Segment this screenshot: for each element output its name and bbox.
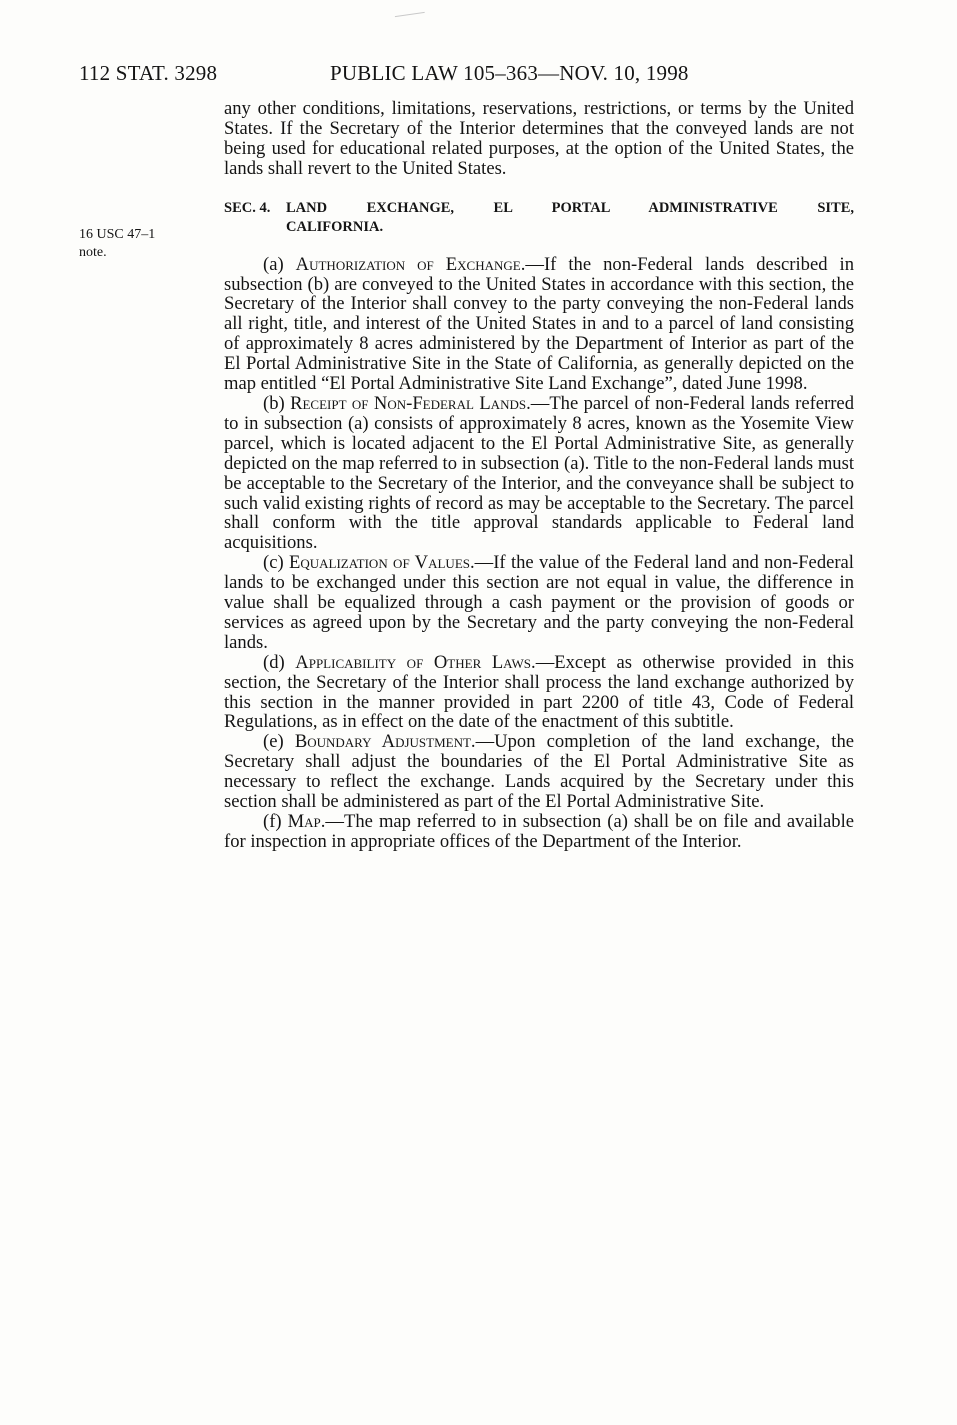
subsection-heading: Applicability of Other Laws. bbox=[295, 651, 536, 673]
subsection-heading: Authorization of Exchange. bbox=[295, 253, 526, 275]
subsection-text: —Upon completion of the land exchange, the Secretary shall adjust the boundaries of the El Portal Administrative Site as necessary to reflect the exchange. Lands acquired by the Secretary under this section shall be administered as part of the El Portal Administrative Site. bbox=[224, 731, 854, 813]
page-reference: 112 STAT. 3298 bbox=[79, 61, 218, 85]
section-number: SEC. 4. bbox=[224, 199, 271, 216]
subsection-f bbox=[224, 812, 854, 852]
section-title-line2: CALIFORNIA. bbox=[286, 218, 384, 235]
law-reference: PUBLIC LAW 105–363—NOV. 10, 1998 bbox=[330, 61, 689, 85]
scan-mark bbox=[395, 12, 425, 20]
subsection-text: —If the non-Federal lands described in subsection (b) are conveyed to the United States in accordance with this section, the Secretary of the Interior shall convey to the party conveying the non-Federal lands all right, title, and interest of the United States in and to a parcel of land consisting of approximately 8 acres administered by the Department of Interior as part of the El Portal Administrative Site in the State of California, as generally depicted on the map entitled “El Portal Administrative Site Land Exchange”, dated June 1998. bbox=[224, 253, 854, 395]
subsection-d bbox=[224, 653, 854, 733]
subsection-label: (b) bbox=[263, 392, 285, 414]
margin-note bbox=[79, 226, 155, 262]
subsection-b bbox=[224, 394, 854, 553]
subsection-text: —Except as otherwise provided in this section, the Secretary of the Interior shall process the land exchange authorized by this section in the manner provided in part 2200 of title 43, Code of Federal Regulations, as in effect on the date of the enactment of this subtitle. bbox=[224, 651, 854, 733]
subsection-label: (f) bbox=[263, 811, 282, 832]
body-text bbox=[224, 99, 854, 852]
subsection-text: —If the value of the Federal land and non-Federal lands to be exchanged under this section are not equal in value, the difference in value shall be equalized through a cash payment or the provision of goods or services as agreed upon by the Secretary and the party conveying the non-Federal lands. bbox=[224, 552, 854, 653]
subsection-heading: Receipt of Non-Federal Lands. bbox=[290, 392, 531, 414]
margin-note-suffix: note. bbox=[79, 245, 107, 260]
subsection-c bbox=[224, 553, 854, 653]
subsection-label: (a) bbox=[263, 253, 284, 275]
subsection-label: (e) bbox=[263, 731, 284, 753]
margin-note-citation: 16 USC 47–1 bbox=[79, 227, 156, 242]
subsection-text: —The map referred to in subsection (a) shall be on file and available for inspection in appropriate offices of the Department of the Interior. bbox=[224, 811, 854, 852]
section-heading bbox=[224, 199, 854, 237]
intro-paragraph: any other conditions, limitations, reservations, restrictions, or terms by the United States. If the Secretary of the Interior determines that the conveyed lands are not being used for educational related purposes, at the option of the United States, the lands shall revert to the United States. bbox=[224, 98, 854, 179]
subsection-a bbox=[224, 255, 854, 394]
subsection-heading: Map. bbox=[287, 811, 326, 832]
subsection-heading: Equalization of Values. bbox=[288, 552, 475, 574]
section-title-line1: LAND EXCHANGE, EL PORTAL ADMINISTRATIVE SITE, bbox=[286, 199, 854, 216]
subsection-label: (d) bbox=[263, 651, 285, 673]
subsection-label: (c) bbox=[263, 552, 284, 574]
subsection-e bbox=[224, 732, 854, 812]
subsection-heading: Boundary Adjustment. bbox=[294, 731, 476, 753]
subsection-text: —The parcel of non-Federal lands referred to in subsection (a) consists of approximately 8 acres, known as the Yosemite View parcel, which is located adjacent to the El Portal Administrative Site, as generally depicted on the map referred to in subsection (a). Title to the non-Federal lands must be acceptable to the Secretary of the Interior, and the conveyance shall be subject to such valid existing rights of record as may be acceptable to the Secretary. The parcel shall conform with the title approval standards applicable to Federal land acquisitions. bbox=[224, 392, 854, 554]
